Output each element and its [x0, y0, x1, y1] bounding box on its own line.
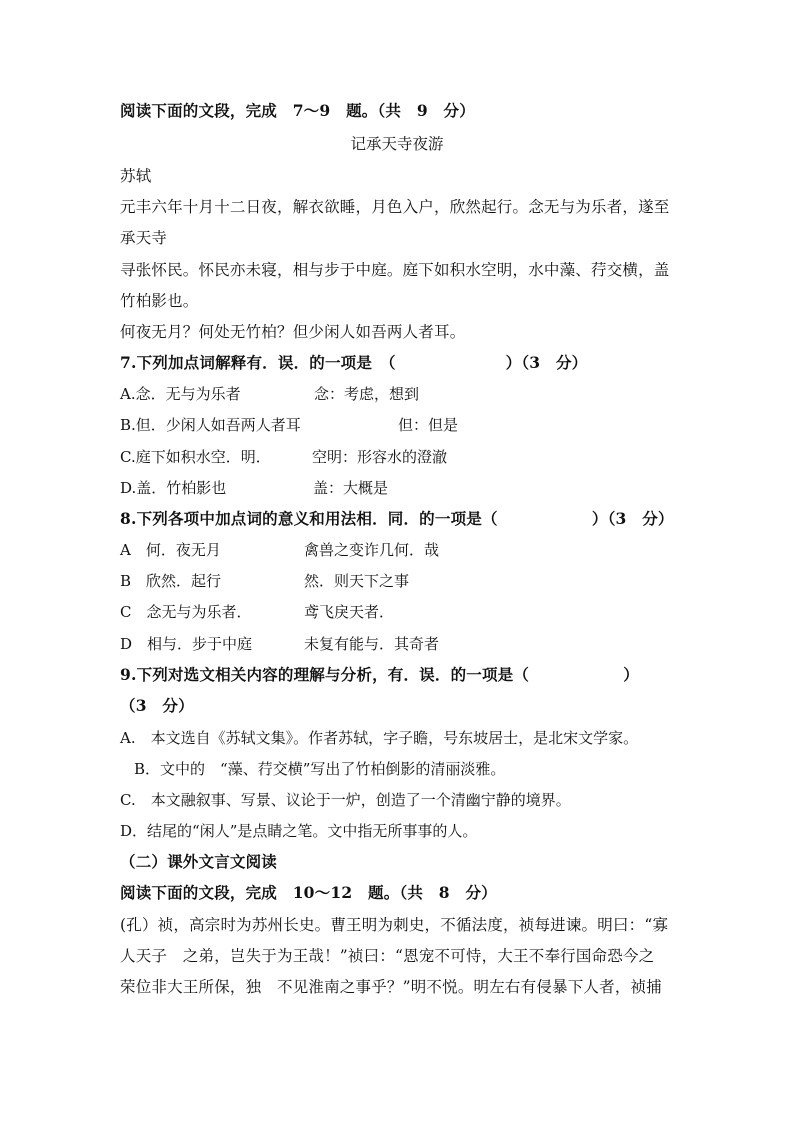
section1-instruction: 阅读下面的文段，完成 7～9 题。（共 9 分）: [120, 101, 475, 120]
q9-option-a: A. 本文选自《苏轼文集》。作者苏轼，字子瞻，号东坡居士，是北宋文学家。: [120, 729, 639, 747]
q7-option-d-gloss: 盖：大概是: [313, 479, 389, 497]
section2-instruction: 阅读下面的文段，完成 10～12 题。（共 8 分）: [120, 883, 497, 902]
passage-line-2: 承天寺: [120, 229, 168, 247]
passage-title: 记承天寺夜游: [350, 135, 444, 153]
q7-option-c-text: C.庭下如积水空．明．: [120, 448, 271, 466]
q9-option-d: D．结尾的“闲人”是点睛之笔。文中指无所事事的人。: [120, 822, 478, 840]
q7-option-c-gloss: 空明：形容水的澄澈: [312, 448, 448, 466]
q7-option-b-gloss: 但：但是: [398, 416, 459, 434]
question-9-stem: 9.下列对选文相关内容的理解与分析，有．误．的一项是（ ）: [120, 665, 639, 684]
q8-option-d-text: D 相与．步于中庭: [120, 635, 253, 653]
q8-option-d-compare: 未复有能与．其奇者: [304, 635, 440, 653]
passage-author: 苏轼: [120, 167, 152, 185]
question-7-stem: 7.下列加点词解释有．误．的一项是 （ ）（3 分）: [120, 353, 588, 372]
passage2-line-3: 荣位非大王所保，独 不见淮南之事乎？”明不悦。明左右有侵暴下人者，祯捕: [120, 978, 662, 996]
q8-option-c-compare: 鸢飞戾天者．: [304, 603, 395, 621]
question-9-score: （3 分）: [120, 696, 194, 715]
q9-option-b: B．文中的 “藻、荇交横”写出了竹柏倒影的清丽淡雅。: [134, 760, 506, 778]
q7-option-d-text: D.盖．竹柏影也: [120, 479, 227, 497]
passage2-line-2: 人天子 之弟，岂失于为王哉！”祯曰：“恩宠不可恃，大王不奉行国命恐今之: [120, 947, 655, 965]
q8-option-c-text: C 念无与为乐者．: [120, 603, 252, 621]
q7-option-b-text: B.但．少闲人如吾两人者耳: [120, 416, 301, 434]
passage-line-3: 寻张怀民。怀民亦未寝，相与步于中庭。庭下如积水空明，水中藻、荇交横，盖: [120, 261, 670, 279]
section2-heading: （二）课外文言文阅读: [120, 852, 278, 871]
passage-line-4: 竹柏影也。: [120, 292, 199, 310]
q7-option-a-text: A.念．无与为乐者: [120, 385, 241, 403]
passage-line-5: 何夜无月？何处无竹柏？但少闲人如吾两人者耳。: [120, 323, 466, 341]
q8-option-b-compare: 然．则天下之事: [304, 572, 410, 590]
passage2-line-1: (孔）祯，高宗时为苏州长史。曹王明为刺史，不循法度，祯每进谏。明曰：“寡: [120, 916, 669, 934]
q7-option-a-gloss: 念：考虑，想到: [314, 385, 420, 403]
passage-line-1: 元丰六年十月十二日夜，解衣欲睡，月色入户，欣然起行。念无与为乐者，遂至: [120, 198, 670, 216]
q8-option-a-compare: 禽兽之变诈几何．哉: [304, 541, 440, 559]
q8-option-a-text: A 何．夜无月: [120, 541, 221, 559]
question-8-stem: 8.下列各项中加点词的意义和用法相．同．的一项是（ ）（3 分）: [120, 509, 674, 528]
q9-option-c: C. 本文融叙事、写景、议论于一炉，创造了一个清幽宁静的境界。: [120, 791, 571, 809]
q8-option-b-text: B 欣然．起行: [120, 572, 222, 590]
